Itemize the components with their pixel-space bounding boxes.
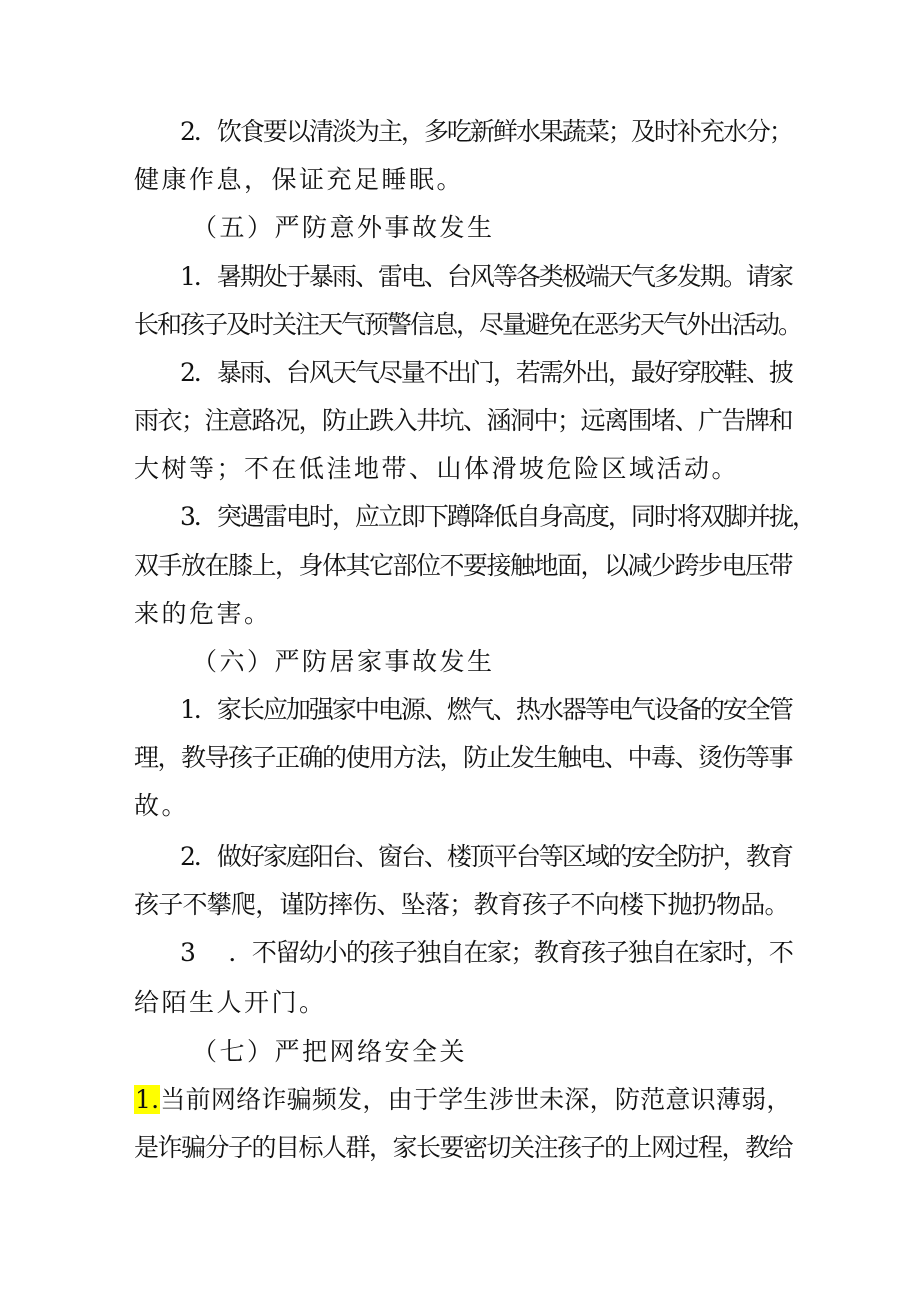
section-heading: （七）严把网络安全关 (192, 1037, 468, 1066)
paragraph-line: 故。 (134, 791, 190, 820)
paragraph-line: 1．家长应加强家中电源、燃气、热水器等电气设备的安全管 (180, 695, 792, 724)
paragraph-line: 健康作息，保证充足睡眠。 (134, 165, 465, 194)
paragraph-line: 2．饮食要以清淡为主，多吃新鲜水果蔬菜；及时补充水分； (180, 117, 792, 146)
paragraph-text: ．不留幼小的孩子独自在家；教育孩子独自在家时，不 (228, 938, 793, 967)
paragraph-line: 来的危害。 (134, 599, 272, 628)
paragraph-line: 2．暴雨、台风天气尽量不出门，若需外出，最好穿胶鞋、披 (180, 358, 792, 387)
paragraph-line (134, 1080, 794, 1120)
paragraph-line: 大树等；不在低洼地带、山体滑坡危险区域活动。 (134, 454, 740, 483)
paragraph-line: 2．做好家庭阳台、窗台、楼顶平台等区域的安全防护，教育 (180, 842, 792, 871)
paragraph-line: 给陌生人开门。 (134, 988, 327, 1017)
paragraph-line: 3．突遇雷电时，应立即下蹲降低自身高度，同时将双脚并拢， (180, 502, 815, 531)
paragraph-line (180, 933, 794, 973)
paragraph-text: 当前网络诈骗频发，由于学生涉世未深，防范意识薄弱， (160, 1085, 792, 1114)
paragraph-line: 1．暑期处于暴雨、雷电、台风等各类极端天气多发期。请家 (180, 262, 792, 291)
paragraph-line: 理，教导孩子正确的使用方法，防止发生触电、中毒、烫伤等事 (134, 743, 793, 772)
paragraph-line: 是诈骗分子的目标人群，家长要密切关注孩子的上网过程，教给 (134, 1133, 793, 1162)
paragraph-line: 长和孩子及时关注天气预警信息，尽量避免在恶劣天气外出活动。 (134, 310, 802, 339)
paragraph-line: 双手放在膝上，身体其它部位不要接触地面，以减少跨步电压带 (134, 551, 793, 580)
paragraph-line: 雨衣；注意路况，防止跌入井坑、涵洞中；远离围堵、广告牌和 (134, 406, 793, 435)
paragraph-line: 孩子不攀爬，谨防摔伤、坠落；教育孩子不向楼下抛扔物品。 (134, 890, 789, 919)
list-number: 3 (180, 938, 195, 967)
section-heading: （五）严防意外事故发生 (192, 213, 495, 242)
section-heading: （六）严防居家事故发生 (192, 647, 495, 676)
highlighted-list-number: 1. (135, 1085, 160, 1114)
